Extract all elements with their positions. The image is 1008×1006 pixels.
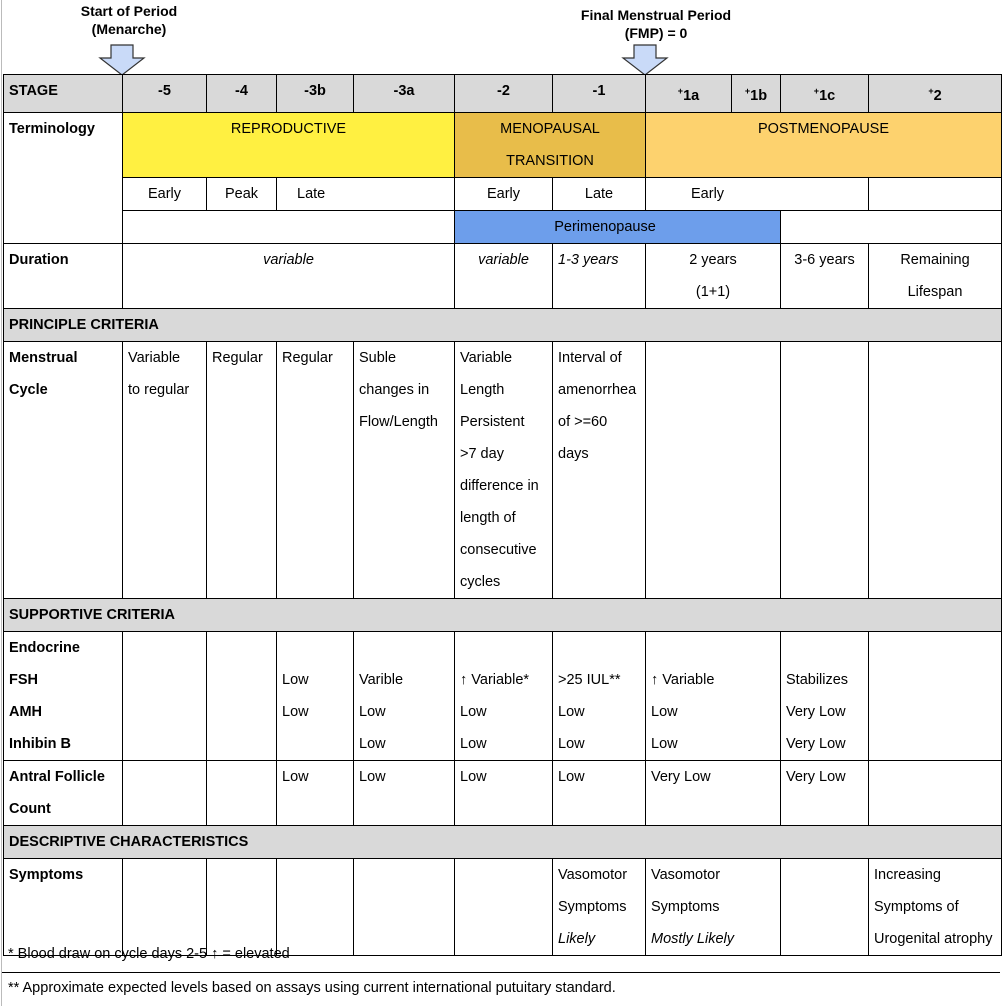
terminology-row (4, 113, 1002, 178)
down-arrow-icon (98, 44, 146, 76)
footnote-2: ** Approximate expected levels based on assays using current international putuitary standard. (8, 980, 616, 996)
endocrine-s1: >25 IUL** Low Low (553, 632, 646, 761)
sub-empty (869, 178, 1002, 211)
endocrine-labels: Endocrine FSH AMH Inhibin B (4, 632, 123, 761)
empty-cell (646, 342, 781, 599)
menstrual-s3a: Suble changes in Flow/Length (354, 342, 455, 599)
antral-follicle-row (4, 761, 1002, 826)
empty-cell (123, 761, 207, 826)
symptoms-s2: Increasing Symptoms of Urogenital atrophy (869, 859, 1002, 956)
down-arrow-icon (621, 44, 669, 76)
empty-cell (123, 632, 207, 761)
endocrine-s3b: Low Low (277, 632, 354, 761)
stage-cell: -5 (123, 75, 207, 113)
endocrine-s1c: Stabilizes Very Low Very Low (781, 632, 869, 761)
endocrine-s1ab: ↑ Variable Low Low (646, 632, 781, 761)
empty-cell (869, 761, 1002, 826)
empty-cell (207, 632, 277, 761)
afc-s3b: Low (277, 761, 354, 826)
endocrine-row (4, 632, 1002, 761)
afc-s3a: Low (354, 761, 455, 826)
afc-s2: Low (455, 761, 553, 826)
descriptive-header-row (4, 826, 1002, 859)
stage-cell: +1c (781, 75, 869, 113)
terminology-label: Terminology (4, 113, 123, 244)
perimenopause-band: Perimenopause (455, 211, 781, 244)
postmenopause-band: POSTMENOPAUSE (646, 113, 1002, 178)
duration-mt-early: variable (455, 244, 553, 309)
empty-cell (781, 211, 1002, 244)
start-of-period-label: Start of Period (Menarche) (80, 3, 178, 37)
afc-s1c: Very Low (781, 761, 869, 826)
empty-cell (781, 859, 869, 956)
empty-cell (207, 859, 277, 956)
symptoms-s1ab: Vasomotor Symptoms Mostly Likely (646, 859, 781, 956)
supportive-criteria-header: SUPPORTIVE CRITERIA (4, 599, 1002, 632)
empty-cell (455, 859, 553, 956)
stage-cell: -3a (354, 75, 455, 113)
menstrual-s4: Regular (207, 342, 277, 599)
symptoms-label: Symptoms (4, 859, 123, 956)
staw-table (3, 74, 1002, 956)
antral-follicle-label: Antral Follicle Count (4, 761, 123, 826)
duration-repro: variable (123, 244, 455, 309)
sub-peak: Peak (207, 178, 277, 211)
reproductive-band: REPRODUCTIVE (123, 113, 455, 178)
menopausal-transition-band: MENOPAUSAL TRANSITION (455, 113, 646, 178)
perimenopause-row (4, 211, 1002, 244)
principle-criteria-header: PRINCIPLE CRITERIA (4, 309, 1002, 342)
stage-cell: +1b (732, 75, 781, 113)
empty-cell (781, 342, 869, 599)
empty-cell (123, 859, 207, 956)
stage-cell: -3b (277, 75, 354, 113)
footnote-divider (2, 972, 1000, 973)
stage-cell: -1 (553, 75, 646, 113)
stage-cell: -2 (455, 75, 553, 113)
stage-cell: +1a (646, 75, 732, 113)
empty-cell (277, 859, 354, 956)
endocrine-s2: ↑ Variable* Low Low (455, 632, 553, 761)
menstrual-s3b: Regular (277, 342, 354, 599)
sub-mt-early: Early (455, 178, 553, 211)
duration-pm-2: Remaining Lifespan (869, 244, 1002, 309)
symptoms-row (4, 859, 1002, 956)
empty-cell (123, 211, 455, 244)
plus-sign: + (677, 86, 684, 96)
stage-cell: +2 (869, 75, 1002, 113)
menstrual-s1: Interval of amenorrhea of >=60 days (553, 342, 646, 599)
afc-s1: Low (553, 761, 646, 826)
empty-cell (354, 859, 455, 956)
afc-s1ab: Very Low (646, 761, 781, 826)
sub-late: Late (277, 178, 455, 211)
duration-pm-1ab: 2 years (1+1) (646, 244, 781, 309)
menstrual-cycle-label: Menstrual Cycle (4, 342, 123, 599)
duration-row (4, 244, 1002, 309)
plus-sign: + (744, 86, 751, 96)
sub-mt-late: Late (553, 178, 646, 211)
terminology-subrow (4, 178, 1002, 211)
descriptive-characteristics-header: DESCRIPTIVE CHARACTERISTICS (4, 826, 1002, 859)
menstrual-s2: Variable Length Persistent >7 day difference in length of consecutive cycles (455, 342, 553, 599)
empty-cell (207, 761, 277, 826)
menstrual-cycle-row (4, 342, 1002, 599)
plus-sign: + (928, 86, 934, 96)
left-edge-line (1, 0, 2, 1006)
principle-header-row (4, 309, 1002, 342)
footnote-1: * Blood draw on cycle days 2-5 ↑ = elevated (8, 946, 290, 962)
duration-pm-1c: 3-6 years (781, 244, 869, 309)
stage-label: STAGE (4, 75, 123, 113)
plus-sign: + (813, 86, 820, 96)
stage-cell: -4 (207, 75, 277, 113)
stage-row (4, 75, 1002, 113)
menstrual-s5: Variable to regular (123, 342, 207, 599)
sub-early: Early (123, 178, 207, 211)
supportive-header-row (4, 599, 1002, 632)
symptoms-s1: Vasomotor Symptoms Likely (553, 859, 646, 956)
duration-mt-late: 1-3 years (553, 244, 646, 309)
final-menstrual-period-label: Final Menstrual Period (FMP) = 0 (580, 7, 732, 41)
empty-cell (869, 632, 1002, 761)
duration-label: Duration (4, 244, 123, 309)
endocrine-s3a: Varible Low Low (354, 632, 455, 761)
empty-cell (869, 342, 1002, 599)
sub-pm-early: Early (646, 178, 869, 211)
